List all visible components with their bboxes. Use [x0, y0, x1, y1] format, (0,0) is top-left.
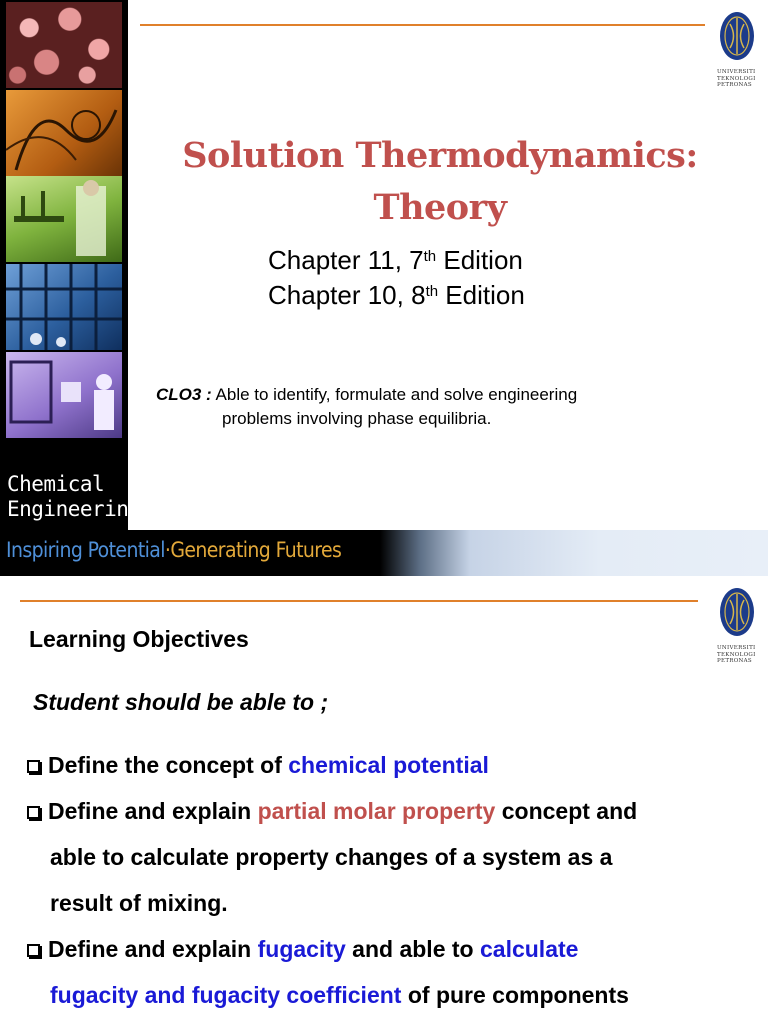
- checkbox-bullet-icon: [27, 806, 40, 819]
- term-fugacity: fugacity: [257, 936, 346, 962]
- chapter-edition-7: Chapter 11, 7th Edition: [268, 245, 523, 275]
- checkbox-bullet-icon: [27, 944, 40, 957]
- laboratory-photo: [6, 352, 122, 438]
- lab-equipment-photo: [6, 90, 122, 176]
- checkbox-bullet-icon: [27, 760, 40, 773]
- clo-text-2: problems involving phase equilibria.: [222, 409, 492, 428]
- microscopy-photo: [6, 2, 122, 88]
- logo-text-2: TEKNOLOGI: [717, 75, 756, 82]
- logo-text-3: PETRONAS: [717, 82, 752, 88]
- objective-partial-molar: Define and explain partial molar property concept and: [27, 798, 637, 825]
- objective-fugacity-line-2: fugacity and fugacity coefficient of pure components: [50, 982, 629, 1008]
- logo-text-1: UNIVERSITI: [717, 69, 756, 75]
- tagline-separator: ·: [164, 538, 171, 562]
- objective-chemical-potential: Define the concept of chemical potential: [27, 752, 489, 779]
- university-logo: [717, 586, 757, 665]
- slide-title: [140, 130, 740, 234]
- term-fugacity-coefficient: fugacity and fugacity coefficient: [50, 982, 402, 1008]
- brand-line-2: Engineering: [7, 497, 141, 521]
- objectives-subheading: Student should be able to ;: [33, 689, 329, 715]
- term-calculate: calculate: [479, 936, 579, 962]
- title-line-1: Solution Thermodynamics:: [182, 135, 698, 176]
- logo-text-1: UNIVERSITI: [717, 645, 756, 651]
- logo-text-2: TEKNOLOGI: [717, 651, 756, 658]
- department-brand: [7, 472, 141, 522]
- objective-fugacity: Define and explain fugacity and able to calculate: [27, 936, 578, 963]
- clo-text-1: Able to identify, formulate and solve engineering: [211, 385, 578, 404]
- tagline-part-2: Generating Futures: [170, 538, 342, 562]
- objectives-slide: [0, 576, 768, 1024]
- header-rule: [20, 600, 698, 602]
- lab-worker-photo: [6, 176, 122, 262]
- objective-partial-molar-line-3: result of mixing.: [50, 890, 228, 916]
- term-partial-molar-property: partial molar property: [257, 798, 496, 824]
- term-chemical-potential: chemical potential: [288, 752, 489, 778]
- tagline: [6, 538, 341, 562]
- clo-statement: [156, 383, 577, 406]
- university-crest-icon: [717, 10, 757, 62]
- logo-text-3: PETRONAS: [717, 658, 752, 664]
- chapter-edition-8: Chapter 10, 8th Edition: [268, 280, 525, 310]
- university-crest-icon: [717, 586, 757, 638]
- clo-label: CLO3 :: [156, 385, 212, 404]
- brand-line-1: Chemical: [7, 472, 105, 496]
- title-line-2: Theory: [373, 187, 507, 228]
- objective-partial-molar-line-2: able to calculate property changes of a system as a: [50, 844, 613, 870]
- header-rule: [140, 24, 705, 26]
- plant-photo: [6, 264, 122, 350]
- photo-sidebar: [0, 0, 141, 530]
- objectives-heading: Learning Objectives: [29, 626, 249, 652]
- university-logo: [717, 10, 757, 89]
- tagline-part-1: Inspiring Potential: [6, 538, 165, 562]
